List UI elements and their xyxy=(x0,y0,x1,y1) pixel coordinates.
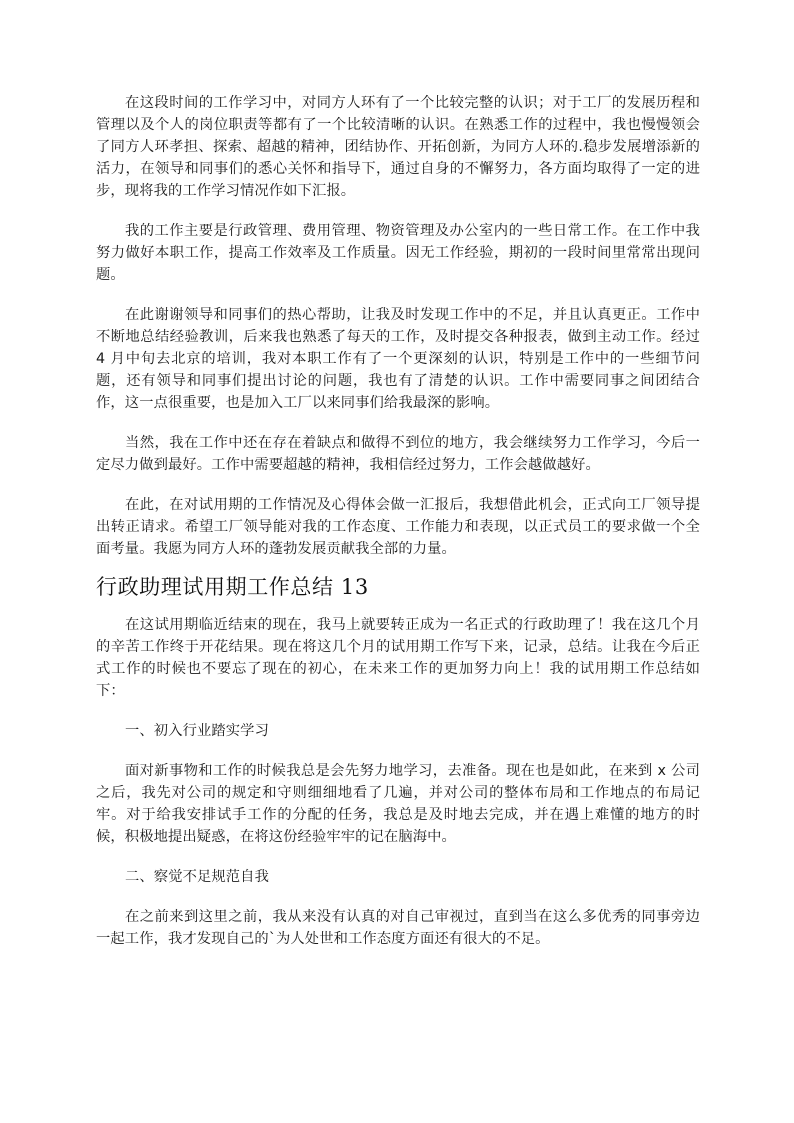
paragraph-learning: 面对新事物和工作的时候我总是会先努力地学习，去准备。现在也是如此，在来到 x 公司之后，我先对公司的规定和守则细细地看了几遍，并对公司的整体布局和工作地点的布局记牢。对于给我安排试手工作的分配的任务，我总是及时地去完成，并在遇上难懂的地方的时候，积极地提出疑惑，在将这份经验牢牢的记在脑海中。 xyxy=(96,763,700,845)
paragraph-summary-intro: 在这试用期临近结束的现在，我马上就要转正成为一名正式的行政助理了！我在这几个月的辛苦工作终于开花结果。现在将这几个月的试用期工作写下来，记录，总结。让我在今后正式工作的时候也不要忘了现在的初心，在未来工作的更加努力向上！我的试用期工作总结如下： xyxy=(96,617,700,699)
paragraph-regularization-request: 在此，在对试用期的工作情况及心得体会做一汇报后，我想借此机会，正式向工厂领导提出转正请求。希望工厂领导能对我的工作态度、工作能力和表现，以正式员工的要求做一个全面考量。我愿为同方人环的蓬勃发展贡献我全部的力量。 xyxy=(96,497,700,557)
paragraph-shortcomings: 当然，我在工作中还在存在着缺点和做得不到位的地方，我会继续努力工作学习，今后一定尽力做到最好。工作中需要超越的精神，我相信经过努力，工作会越做越好。 xyxy=(96,435,700,473)
section-heading: 行政助理试用期工作总结 13 xyxy=(96,575,369,599)
paragraph-self-discipline: 在之前来到这里之前，我从来没有认真的对自己审视过，直到当在这么多优秀的同事旁边一起工作，我才发现自己的`为人处世和工作态度方面还有很大的不足。 xyxy=(96,909,700,947)
paragraph-thanks: 在此谢谢领导和同事们的热心帮助，让我及时发现工作中的不足，并且认真更正。工作中不断地总结经验教训，后来我也熟悉了每天的工作，及时提交各种报表，做到主动工作。经过 4 月中旬去北京的培训，我对本职工作有了一个更深刻的认识，特别是工作中的一些细节问题，还有领导和同事们提出讨论的问题，我也有了清楚的认识。工作中需要同事之间团结合作，这一点很重要，也是加入工厂以来同事们给我最深的影响。 xyxy=(96,307,700,411)
paragraph-main-duties: 我的工作主要是行政管理、费用管理、物资管理及办公室内的一些日常工作。在工作中我努力做好本职工作，提高工作效率及工作质量。因无工作经验，期初的一段时间里常常出现问题。 xyxy=(96,223,700,283)
subheading-self-discipline: 二、察觉不足规范自我 xyxy=(125,869,269,885)
document-page xyxy=(96,92,700,950)
paragraph-intro: 在这段时间的工作学习中，对同方人环有了一个比较完整的认识；对于工厂的发展历程和管理以及个人的岗位职责等都有了一个比较清晰的认识。在熟悉工作的过程中，我也慢慢领会了同方人环孝担、探索、超越的精神，团结协作、开拓创新，为同方人环的.稳步发展增添新的活力，在领导和同事们的悉心关怀和指导下，通过自身的不懈努力，各方面均取得了一定的进步，现将我的工作学习情况作如下汇报。 xyxy=(96,95,700,199)
subheading-learning: 一、初入行业踏实学习 xyxy=(125,723,269,739)
